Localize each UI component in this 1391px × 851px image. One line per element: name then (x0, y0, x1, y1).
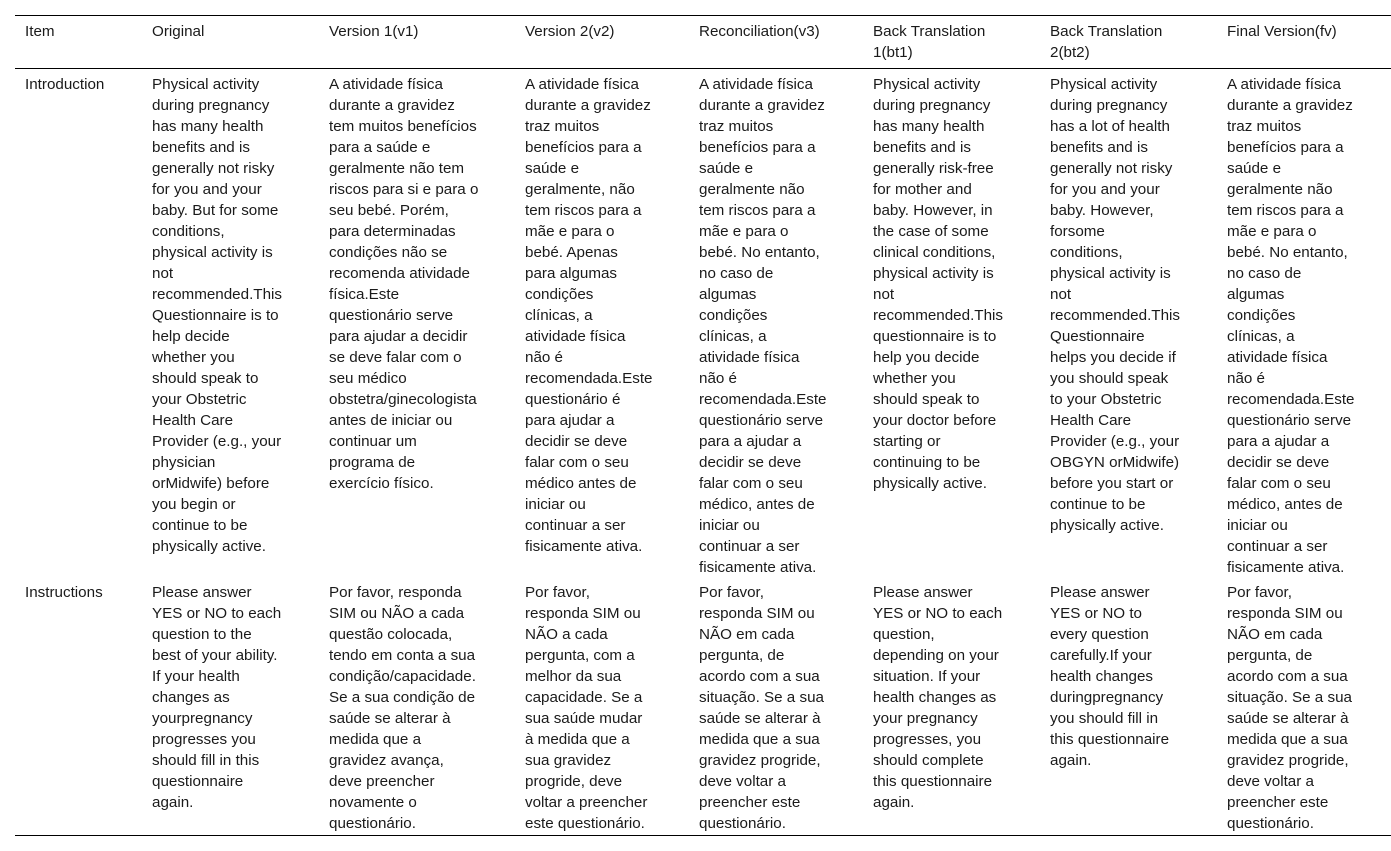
cell-version-2: Por favor, responda SIM ou NÃO a cada pergunta, com a melhor da sua capacidade. Se a sua saúde mudar à medida que a sua gravidez progride, deve voltar a preencher este questionário. (525, 584, 648, 832)
table-row-introduction (15, 69, 1391, 580)
cell-item: Instructions (25, 584, 103, 601)
cell-back-translation-1: Physical activity during pregnancy has many health benefits and is generally risk-free for mother and baby. However, in the case of some clinical conditions, physical activity is not recommended.This questionnaire is to help you decide whether you should speak to your doctor before starting or continuing to be physically active. (873, 76, 1003, 492)
cell-back-translation-2: Physical activity during pregnancy has a lot of health benefits and is generally not risky for you and your baby. However, forsome conditions, physical activity is not recommended.This Questionnaire helps you decide if you should speak to your Obstetric Health Care Provider (e.g., your OBGYN orMidwife) before you start or continue to be physically active. (1050, 76, 1180, 534)
cell-reconciliation: Por favor, responda SIM ou NÃO em cada pergunta, de acordo com a sua situação. Se a sua saúde se alterar à medida que a sua gravidez progride, deve voltar a preencher este questionário. (699, 584, 824, 832)
header-version-1: Version 1(v1) (329, 23, 419, 40)
cell-back-translation-2: Please answer YES or NO to every question carefully.If your health changes duringpregnancy you should fill in this questionnaire again. (1050, 584, 1170, 769)
header-version-2: Version 2(v2) (525, 23, 615, 40)
translation-comparison-table (15, 15, 1391, 836)
header-back-translation-2: Back Translation 2(bt2) (1050, 23, 1163, 61)
cell-final-version: Por favor, responda SIM ou NÃO em cada pergunta, de acordo com a sua situação. Se a sua saúde se alterar à medida que a sua gravidez progride, deve voltar a preencher este questionário. (1227, 584, 1352, 832)
cell-back-translation-1: Please answer YES or NO to each question, depending on your situation. If your health changes as your pregnancy progresses, you should complete this questionnaire again. (873, 584, 1003, 811)
cell-reconciliation: A atividade física durante a gravidez traz muitos benefícios para a saúde e geralmente não tem riscos para a mãe e para o bebé. No entanto, no caso de algumas condições clínicas, a atividade física não é recomendada.Este questionário serve para a ajudar a decidir se deve falar com o seu médico, antes de iniciar ou continuar a ser fisicamente ativa. (699, 76, 827, 576)
cell-original: Physical activity during pregnancy has many health benefits and is generally not risky for you and your baby. But for some conditions, physical activity is not recommended.This Questionnaire is to help decide whether you should speak to your Obstetric Health Care Provider (e.g., your physician orMidwife) before you begin or continue to be physically active. (152, 76, 282, 555)
cell-item: Introduction (25, 76, 105, 93)
table-row-instructions (15, 579, 1391, 836)
table-header-row (15, 16, 1391, 69)
header-original: Original (152, 23, 205, 40)
header-final-version: Final Version(fv) (1227, 23, 1337, 40)
cell-version-1: Por favor, responda SIM ou NÃO a cada questão colocada, tendo em conta a sua condição/capacidade. Se a sua condição de saúde se alterar à medida que a gravidez avança, deve preencher novamente o questionário. (329, 584, 476, 832)
header-back-translation-1: Back Translation 1(bt1) (873, 23, 986, 61)
header-item: Item (25, 23, 55, 40)
cell-version-1: A atividade física durante a gravidez tem muitos benefícios para a saúde e geralmente não tem riscos para si e para o seu bebé. Porém, para determinadas condições não se recomenda atividade física.Este questionário serve para ajudar a decidir se deve falar com o seu médico obstetra/ginecologista antes de iniciar ou continuar um programa de exercício físico. (329, 76, 479, 492)
header-reconciliation: Reconciliation(v3) (699, 23, 820, 40)
cell-original: Please answer YES or NO to each question to the best of your ability. If your health changes as yourpregnancy progresses you should fill in this questionnaire again. (152, 584, 282, 811)
cell-version-2: A atividade física durante a gravidez traz muitos benefícios para a saúde e geralmente, não tem riscos para a mãe e para o bebé. Apenas para algumas condições clínicas, a atividade física não é recomendada.Este questionário é para ajudar a decidir se deve falar com o seu médico antes de iniciar ou continuar a ser fisicamente ativa. (525, 76, 653, 555)
cell-final-version: A atividade física durante a gravidez traz muitos benefícios para a saúde e geralmente não tem riscos para a mãe e para o bebé. No entanto, no caso de algumas condições clínicas, a atividade física não é recomendada.Este questionário serve para a ajudar a decidir se deve falar com o seu médico, antes de iniciar ou continuar a ser fisicamente ativa. (1227, 76, 1355, 576)
